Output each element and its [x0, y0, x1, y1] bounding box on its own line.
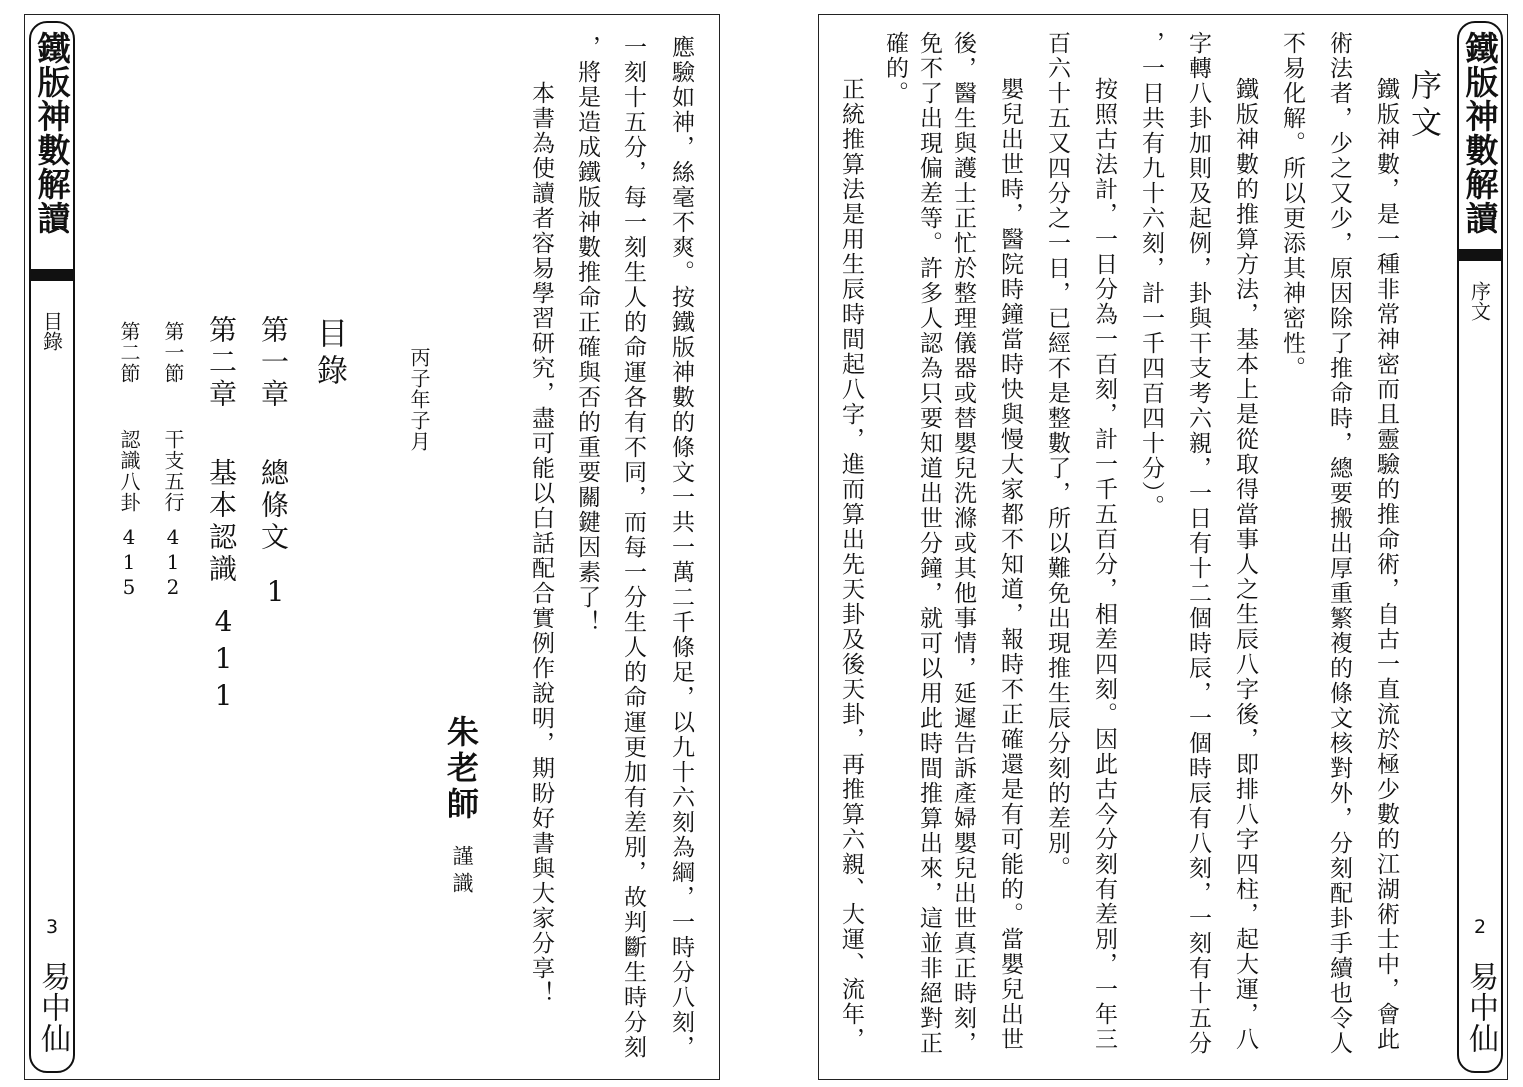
signature: 朱老師: [442, 715, 480, 823]
section-label: 序文: [1467, 281, 1492, 321]
toc-page-ref: 415: [117, 525, 141, 600]
tab-divider: [29, 269, 75, 281]
right-page: [818, 14, 1508, 1080]
preface-column: 本書為使讀者容易學習研究，盡可能以白話配合實例作說明，期盼好書與大家分享！: [528, 81, 554, 1006]
preface-column: 術法者，少之又少，原因除了推命時，總要搬出厚重繁複的條文核對外，分刻配卦手續也令人: [1326, 31, 1352, 1056]
preface-column: 正統推算法是用生辰時間起八字，進而算出先天卦及後天卦，再推算六親、大運、流年，: [838, 77, 864, 1052]
toc-heading: 目錄: [311, 317, 347, 391]
side-tab: [1457, 21, 1503, 1073]
preface-column: 一刻十五分，每一刻生人的命運各有不同，而每一分生人的命運更加有差別，故判斷生時分刻: [620, 35, 646, 1060]
side-tab: [29, 21, 75, 1073]
preface-column: ，將是造成鐵版神數推命正確與否的重要關鍵因素了！: [574, 35, 600, 635]
toc-chapter-label: 第一章: [257, 315, 290, 411]
preface-column: 字轉八卦加則及起例，卦與干支考六親，一日有十二個時辰，一個時辰有八刻，一刻有十五分: [1185, 31, 1211, 1056]
toc-chapter-title: 基本認識: [205, 458, 238, 586]
preface-column: 按照古法計，一日分為一百刻，計一千五百分，相差四刻。因此古今分刻有差別，一年三: [1091, 77, 1117, 1052]
toc-section-title: 認識八卦: [117, 429, 141, 513]
book-title: 鐵版神數解讀: [1460, 31, 1500, 235]
toc-section-label: 第二節: [117, 321, 141, 384]
book-title: 鐵版神數解讀: [32, 31, 72, 235]
preface-column: 鐵版神數的推算方法，基本上是從取得當事人之生辰八字後，即排八字四柱，起大運，八: [1232, 77, 1258, 1052]
tab-divider: [1457, 249, 1503, 261]
preface-column: ，一日共有九十六刻，計一千四百四十分）。: [1138, 31, 1164, 520]
page-number: 3: [45, 916, 59, 938]
preface-date: 丙子年子月: [407, 347, 431, 452]
preface-column: 嬰兒出世時，醫院時鐘當時快與慢大家都不知道，報時不正確還是有可能的。當嬰兒出世: [997, 77, 1023, 1052]
preface-column: 免不了出現偏差等。許多人認為只要知道出世分鐘，就可以用此時間推算出來，這並非絕對正: [916, 31, 942, 1056]
signature-suffix: 謹識: [450, 845, 474, 899]
toc-page-ref: 1: [259, 575, 292, 612]
preface-column: 應驗如神，絲毫不爽。按鐵版神數的條文一共一萬二千條足，以九十六刻為綱，一時分八刻，: [668, 35, 694, 1060]
author-name: 易中仙: [1463, 961, 1498, 1054]
left-page: [24, 14, 720, 1080]
toc-chapter-title: 總條文: [257, 458, 290, 554]
section-label: 目錄: [39, 311, 64, 351]
toc-page-ref: 412: [161, 525, 185, 600]
toc-section-label: 第一節: [161, 321, 185, 384]
author-name: 易中仙: [35, 961, 70, 1054]
preface-column: 不易化解。所以更添其神密性。: [1279, 31, 1305, 381]
preface-column: 百六十五又四分之一日，已經不是整數了，所以難免出現推生辰分刻的差別。: [1044, 31, 1070, 881]
page-number: 2: [1473, 916, 1487, 938]
toc-section-title: 干支五行: [161, 429, 185, 513]
toc-page-ref: 411: [207, 605, 240, 716]
preface-column: 確的。: [882, 31, 908, 106]
toc-chapter-label: 第二章: [205, 315, 238, 411]
preface-heading: 序文: [1405, 69, 1441, 143]
preface-column: 鐵版神數，是一種非常神密而且靈驗的推命術，自古一直流於極少數的江湖術士中，會此: [1373, 77, 1399, 1052]
preface-column: 後，醫生與護士正忙於整理儀器或替嬰兒洗滌或其他事情，延遲告訴產婦嬰兒出世真正時刻，: [950, 31, 976, 1056]
